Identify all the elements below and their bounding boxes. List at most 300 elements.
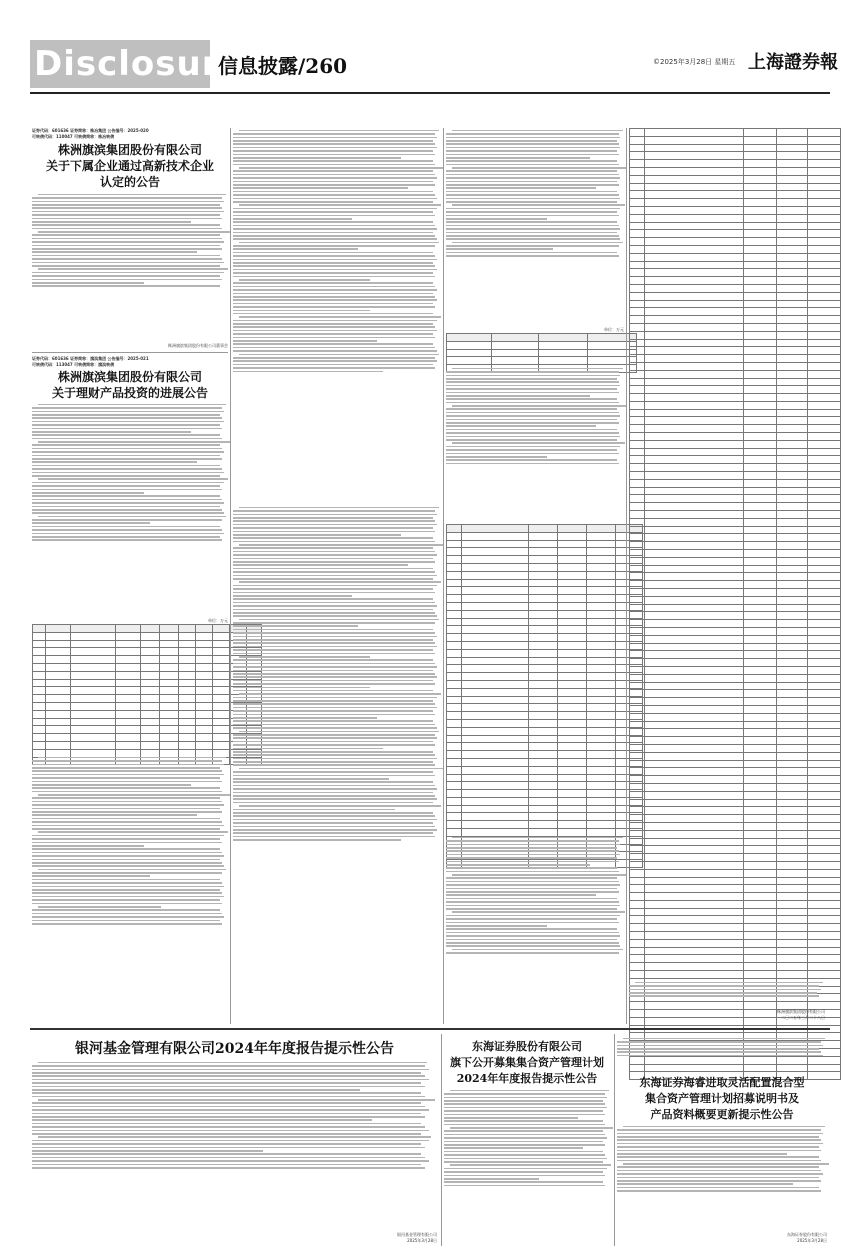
table-cell xyxy=(744,394,777,402)
table-cell xyxy=(808,807,841,815)
table-cell xyxy=(808,472,841,480)
table-cell xyxy=(462,813,529,821)
table-cell xyxy=(587,587,616,595)
text-line xyxy=(32,536,220,538)
table-cell xyxy=(744,464,777,472)
text-line xyxy=(32,1092,421,1094)
table-cell xyxy=(645,721,744,729)
article-1-body xyxy=(32,192,228,342)
text-line xyxy=(32,414,220,416)
text-line xyxy=(233,340,377,342)
table-cell xyxy=(808,511,841,519)
table-row xyxy=(447,626,643,634)
table-cell xyxy=(744,628,777,636)
text-line xyxy=(444,1134,605,1136)
text-line xyxy=(233,517,433,519)
text-line xyxy=(444,1178,539,1180)
table-cell xyxy=(777,729,808,737)
table-row xyxy=(447,727,643,735)
table-cell xyxy=(744,963,777,971)
table-cell xyxy=(462,766,529,774)
table-cell xyxy=(447,790,462,798)
text-line xyxy=(233,262,433,264)
table-cell xyxy=(630,378,645,386)
text-line xyxy=(32,848,220,850)
table-cell xyxy=(744,300,777,308)
table-cell xyxy=(744,932,777,940)
text-line xyxy=(38,906,161,908)
table-cell xyxy=(529,532,558,540)
table-cell xyxy=(744,581,777,589)
table-cell xyxy=(587,758,616,766)
table-cell xyxy=(529,797,558,805)
article-divider xyxy=(32,352,228,353)
text-line xyxy=(446,854,620,856)
text-line xyxy=(239,279,370,281)
table-cell xyxy=(116,663,141,671)
table-cell xyxy=(630,573,645,581)
table-row xyxy=(630,316,841,324)
table-row xyxy=(630,331,841,339)
table-cell xyxy=(808,323,841,331)
text-line xyxy=(446,208,620,210)
table-cell xyxy=(116,625,141,633)
table-cell xyxy=(462,790,529,798)
table-cell xyxy=(777,815,808,823)
table-cell xyxy=(645,713,744,721)
text-line xyxy=(444,1110,603,1112)
text-line xyxy=(239,354,439,356)
table-row xyxy=(447,349,637,357)
text-line xyxy=(446,891,619,893)
table-row xyxy=(630,963,841,971)
table-cell xyxy=(462,704,529,712)
text-line xyxy=(32,781,222,783)
table-cell xyxy=(529,649,558,657)
table-cell xyxy=(558,735,587,743)
table-cell xyxy=(196,632,213,640)
table-cell xyxy=(558,571,587,579)
text-line xyxy=(233,313,433,315)
table-cell xyxy=(744,238,777,246)
table-cell xyxy=(46,718,71,726)
table-cell xyxy=(630,433,645,441)
table-cell xyxy=(529,774,558,782)
table-row xyxy=(630,815,841,823)
table-cell xyxy=(447,540,462,548)
table-cell xyxy=(777,167,808,175)
table-cell xyxy=(179,648,196,656)
text-line xyxy=(32,923,222,925)
table-cell xyxy=(645,503,744,511)
table-cell xyxy=(71,687,116,695)
text-line xyxy=(32,407,222,409)
table-cell xyxy=(645,129,744,137)
table-cell xyxy=(213,718,230,726)
table-cell xyxy=(630,838,645,846)
text-line xyxy=(233,561,435,563)
text-line xyxy=(446,388,617,390)
table-cell xyxy=(645,472,744,480)
table-cell xyxy=(529,548,558,556)
text-line xyxy=(233,272,433,274)
table-cell xyxy=(116,632,141,640)
text-line xyxy=(38,478,228,480)
ad-1-date: 2025年3月28日 xyxy=(407,1238,437,1243)
table-cell xyxy=(777,955,808,963)
text-line xyxy=(446,942,619,944)
table-cell xyxy=(213,702,230,710)
text-line xyxy=(32,519,222,521)
text-line xyxy=(38,831,228,833)
table-cell xyxy=(808,737,841,745)
table-cell xyxy=(71,702,116,710)
table-row xyxy=(630,939,841,947)
text-line xyxy=(233,164,435,166)
table-row xyxy=(630,885,841,893)
table-row xyxy=(630,370,841,378)
text-line xyxy=(32,529,222,531)
table-cell xyxy=(196,656,213,664)
table-cell xyxy=(630,339,645,347)
table-cell xyxy=(808,573,841,581)
table-cell xyxy=(116,741,141,749)
table-row xyxy=(630,534,841,542)
text-line xyxy=(233,286,435,288)
table-row xyxy=(447,680,643,688)
text-line xyxy=(446,137,620,139)
table-cell xyxy=(71,718,116,726)
table-cell xyxy=(447,751,462,759)
table-cell xyxy=(462,782,529,790)
table-cell xyxy=(33,687,46,695)
table-cell xyxy=(33,625,46,633)
table-cell xyxy=(462,626,529,634)
table-cell xyxy=(160,656,179,664)
table-cell xyxy=(630,440,645,448)
table-row xyxy=(447,766,643,774)
text-line xyxy=(450,1164,611,1166)
table-cell xyxy=(558,673,587,681)
text-line xyxy=(233,221,433,223)
table-row xyxy=(630,971,841,979)
table-row xyxy=(447,595,643,603)
table-row xyxy=(630,620,841,628)
text-line xyxy=(233,575,437,577)
table-row xyxy=(447,688,643,696)
table-cell xyxy=(808,635,841,643)
text-line xyxy=(446,375,620,377)
table-cell xyxy=(744,729,777,737)
table-cell xyxy=(33,632,46,640)
table-row xyxy=(630,799,841,807)
table-cell xyxy=(808,479,841,487)
table-row xyxy=(33,687,262,695)
table-cell xyxy=(808,542,841,550)
text-line xyxy=(32,207,222,209)
column-3-body-continued xyxy=(446,366,624,521)
table-cell xyxy=(808,448,841,456)
text-line xyxy=(446,238,620,240)
text-line xyxy=(32,214,220,216)
text-line xyxy=(452,204,625,206)
table-cell xyxy=(33,718,46,726)
table-cell xyxy=(630,222,645,230)
text-line xyxy=(233,676,437,678)
text-line xyxy=(32,1140,429,1142)
table-cell xyxy=(630,947,645,955)
table-cell xyxy=(116,640,141,648)
text-line xyxy=(233,659,433,661)
table-cell xyxy=(808,877,841,885)
table-cell xyxy=(808,261,841,269)
table-cell xyxy=(141,741,160,749)
text-line xyxy=(233,299,437,301)
table-cell xyxy=(587,618,616,626)
table-cell xyxy=(196,702,213,710)
table-cell xyxy=(587,556,616,564)
text-line xyxy=(446,133,619,135)
table-cell xyxy=(447,334,492,342)
table-cell xyxy=(808,425,841,433)
table-cell xyxy=(744,651,777,659)
table-row xyxy=(630,300,841,308)
table-cell xyxy=(777,854,808,862)
table-cell xyxy=(744,316,777,324)
table-cell xyxy=(529,712,558,720)
table-cell xyxy=(462,525,529,533)
table-cell xyxy=(196,695,213,703)
table-cell xyxy=(529,751,558,759)
table-cell xyxy=(645,900,744,908)
table-cell xyxy=(141,679,160,687)
text-line xyxy=(233,836,435,838)
text-line xyxy=(444,1151,603,1153)
table-cell xyxy=(808,339,841,347)
table-cell xyxy=(71,726,116,734)
table-cell xyxy=(645,152,744,160)
table-cell xyxy=(558,525,587,533)
text-line xyxy=(444,1120,603,1122)
text-line xyxy=(233,815,435,817)
table-cell xyxy=(744,183,777,191)
table-cell xyxy=(447,556,462,564)
table-cell xyxy=(645,698,744,706)
table-cell xyxy=(744,284,777,292)
table-cell xyxy=(447,595,462,603)
text-line xyxy=(233,343,433,345)
column-3-body xyxy=(446,128,624,328)
table-row xyxy=(630,783,841,791)
table-cell xyxy=(744,308,777,316)
table-cell xyxy=(587,680,616,688)
table-row xyxy=(447,641,643,649)
table-cell xyxy=(462,680,529,688)
text-line xyxy=(233,802,433,804)
table-row xyxy=(630,362,841,370)
table-cell xyxy=(529,766,558,774)
text-line xyxy=(233,225,435,227)
text-line xyxy=(617,1156,819,1158)
table-row xyxy=(447,743,643,751)
table-row xyxy=(630,604,841,612)
text-line xyxy=(446,194,619,196)
text-line xyxy=(444,1097,607,1099)
table-cell xyxy=(744,323,777,331)
table-cell xyxy=(447,766,462,774)
table-cell xyxy=(808,284,841,292)
table-cell xyxy=(645,651,744,659)
table-cell xyxy=(630,167,645,175)
table-cell xyxy=(462,758,529,766)
table-cell xyxy=(529,657,558,665)
table-cell xyxy=(630,464,645,472)
table-cell xyxy=(777,869,808,877)
text-line xyxy=(38,194,226,196)
text-line xyxy=(32,859,220,861)
table-cell xyxy=(808,277,841,285)
text-line xyxy=(233,775,435,777)
table-row xyxy=(630,752,841,760)
table-cell xyxy=(630,472,645,480)
table-cell xyxy=(744,869,777,877)
text-line xyxy=(446,235,619,237)
table-cell xyxy=(46,679,71,687)
table-cell xyxy=(808,253,841,261)
text-line xyxy=(233,809,395,811)
text-line xyxy=(617,1166,819,1168)
ad-2-title-line-3: 2024年年度报告提示性公告 xyxy=(456,1072,598,1085)
text-line xyxy=(32,777,220,779)
text-line xyxy=(32,211,224,213)
table-cell xyxy=(808,589,841,597)
table-cell xyxy=(46,663,71,671)
table-cell xyxy=(744,924,777,932)
text-line xyxy=(446,211,617,213)
table-cell xyxy=(196,718,213,726)
text-line xyxy=(233,323,433,325)
table-cell xyxy=(744,448,777,456)
table-cell xyxy=(630,721,645,729)
text-line xyxy=(233,724,435,726)
table-cell xyxy=(630,643,645,651)
table-cell xyxy=(630,581,645,589)
table-row xyxy=(630,713,841,721)
text-line xyxy=(446,184,619,186)
article-2-table-unit: 单位：万元 xyxy=(208,618,228,623)
table-cell xyxy=(777,160,808,168)
table-cell xyxy=(587,602,616,610)
table-cell xyxy=(71,632,116,640)
text-line xyxy=(617,1129,821,1131)
text-line xyxy=(233,154,435,156)
table-cell xyxy=(777,752,808,760)
text-line xyxy=(446,935,620,937)
text-line xyxy=(452,874,626,876)
text-line xyxy=(32,1153,421,1155)
text-line xyxy=(32,448,222,450)
table-cell xyxy=(808,838,841,846)
table-row xyxy=(630,464,841,472)
table-cell xyxy=(645,175,744,183)
text-line xyxy=(233,788,437,790)
table-cell xyxy=(744,370,777,378)
text-line xyxy=(32,811,222,813)
table-cell xyxy=(777,152,808,160)
text-line xyxy=(32,438,222,440)
table-row xyxy=(33,695,262,703)
text-line xyxy=(32,1082,421,1084)
table-cell xyxy=(777,822,808,830)
table-row xyxy=(447,797,643,805)
text-line xyxy=(452,368,623,370)
table-cell xyxy=(645,144,744,152)
table-cell xyxy=(808,503,841,511)
text-line xyxy=(233,235,435,237)
text-line xyxy=(32,808,220,810)
table-row xyxy=(33,726,262,734)
table-cell xyxy=(587,696,616,704)
table-cell xyxy=(744,760,777,768)
table-cell xyxy=(808,893,841,901)
text-line xyxy=(446,170,617,172)
text-line xyxy=(233,514,437,516)
article-1-bond-code-line: 可转债代码：110047 可转债简称：株冶转债 xyxy=(32,134,115,139)
table-cell xyxy=(558,743,587,751)
table-cell xyxy=(630,214,645,222)
text-line xyxy=(233,320,437,322)
text-line xyxy=(446,248,553,250)
table-cell xyxy=(645,222,744,230)
table-cell xyxy=(116,710,141,718)
text-line xyxy=(444,1130,603,1132)
table-cell xyxy=(744,893,777,901)
table-cell xyxy=(447,641,462,649)
table-cell xyxy=(808,659,841,667)
text-line xyxy=(32,1130,429,1132)
table-row xyxy=(630,791,841,799)
table-row xyxy=(630,565,841,573)
table-row xyxy=(630,908,841,916)
text-line xyxy=(233,248,358,250)
table-row xyxy=(447,774,643,782)
text-line xyxy=(32,197,222,199)
text-line xyxy=(233,622,435,624)
table-cell xyxy=(447,735,462,743)
table-cell xyxy=(777,362,808,370)
table-cell xyxy=(462,696,529,704)
table-row xyxy=(33,734,262,742)
table-cell xyxy=(808,308,841,316)
text-line xyxy=(446,371,619,373)
table-cell xyxy=(645,666,744,674)
table-cell xyxy=(179,671,196,679)
table-cell xyxy=(744,129,777,137)
table-row xyxy=(630,916,841,924)
text-line xyxy=(233,170,433,172)
text-line xyxy=(233,531,435,533)
table-cell xyxy=(160,640,179,648)
table-row xyxy=(447,334,637,342)
table-cell xyxy=(645,581,744,589)
text-line xyxy=(446,398,617,400)
table-cell xyxy=(462,571,529,579)
text-line xyxy=(32,1123,421,1125)
table-cell xyxy=(645,347,744,355)
text-line xyxy=(32,814,197,816)
table-cell xyxy=(587,821,616,829)
table-cell xyxy=(645,464,744,472)
